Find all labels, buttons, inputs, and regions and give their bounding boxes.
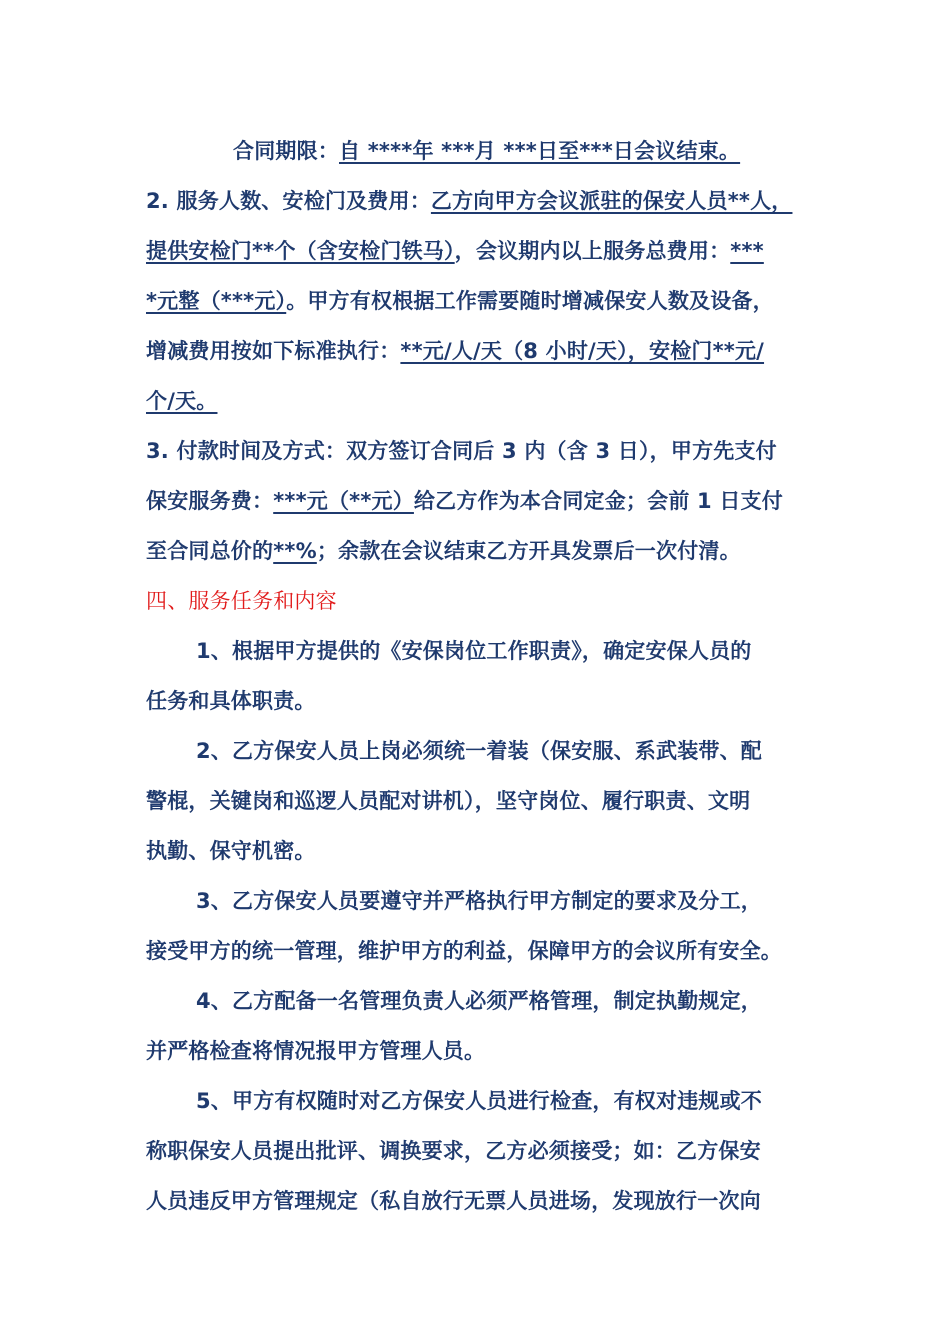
- item2-standard-value: **元/人/天（8 小时/天），安检门**元/: [400, 339, 765, 363]
- s4-p2-line3: 执勤、保守机密。: [146, 839, 316, 863]
- item2-adjust-text: 。甲方有权根据工作需要随时增减保安人数及设备，: [286, 289, 774, 313]
- item3-deposit-label: 保安服务费：: [146, 489, 274, 513]
- s4-p5-line2: 称职保安人员提出批评、调换要求，乙方必须接受；如：乙方保安: [146, 1139, 761, 1163]
- item2-standard-value-end: 个/天。: [146, 389, 218, 413]
- s4-p4-line1: 4、乙方配备一名管理负责人必须严格管理，制定执勤规定，: [196, 989, 763, 1013]
- section4-heading: 四、服务任务和内容: [146, 589, 337, 613]
- contract-term-value: 自 ****年 ***月 ***日至***日会议结束。: [339, 139, 741, 163]
- item2-fee-value-a: ***: [730, 239, 764, 263]
- s4-p4-line2: 并严格检查将情况报甲方管理人员。: [146, 1039, 486, 1063]
- item2-standard-label: 增减费用按如下标准执行：: [146, 339, 401, 363]
- item2-fee-value-b: *元整（***元）: [146, 289, 287, 313]
- item2-guard-count: 乙方向甲方会议派驻的保安人员**人，: [430, 189, 793, 213]
- item3-deposit-value: ***元（**元）: [273, 489, 414, 513]
- s4-p2-line2: 警棍，关键岗和巡逻人员配对讲机），坚守岗位、履行职责、文明: [146, 789, 751, 813]
- item2-gate-count: 提供安检门**个（含安检门铁马）: [146, 239, 455, 263]
- item3-line2: [146, 486, 783, 516]
- contract-term-label: 合同期限：: [233, 139, 339, 163]
- item2-line4: [146, 336, 764, 366]
- s4-p5-line1: 5、甲方有权随时对乙方保安人员进行检查，有权对违规或不: [196, 1089, 763, 1113]
- item3-deposit-text: 给乙方作为本合同定金；会前 1 日支付: [413, 489, 783, 513]
- item3-balance-text: ；余款在会议结束乙方开具发票后一次付清。: [316, 539, 741, 563]
- s4-p3-line2: 接受甲方的统一管理，维护甲方的利益，保障甲方的会议所有安全。: [146, 939, 782, 963]
- s4-p1-line1: 1、根据甲方提供的《安保岗位工作职责》，确定安保人员的: [196, 639, 752, 663]
- item2-fee-label: ，会议期内以上服务总费用：: [454, 239, 731, 263]
- s4-p3-line1: 3、乙方保安人员要遵守并严格执行甲方制定的要求及分工，: [196, 889, 763, 913]
- s4-p1-line2: 任务和具体职责。: [146, 689, 316, 713]
- item2-line3: [146, 286, 774, 316]
- item3-percent-value: **%: [273, 539, 317, 563]
- item3-percent-label: 至合同总价的: [146, 539, 274, 563]
- s4-p2-line1: 2、乙方保安人员上岗必须统一着装（保安服、系武装带、配: [196, 739, 763, 763]
- item2-line2: [146, 236, 764, 266]
- item2-line1: [146, 186, 792, 216]
- item3-line1: 3. 付款时间及方式：双方签订合同后 3 内（含 3 日），甲方先支付: [146, 439, 777, 463]
- item2-line5: [146, 386, 217, 416]
- item3-line3: [146, 536, 741, 566]
- s4-p5-line3: 人员违反甲方管理规定（私自放行无票人员进场，发现放行一次向: [146, 1189, 761, 1213]
- item2-heading: 2. 服务人数、安检门及费用：: [146, 189, 431, 213]
- contract-term-line: [233, 136, 740, 166]
